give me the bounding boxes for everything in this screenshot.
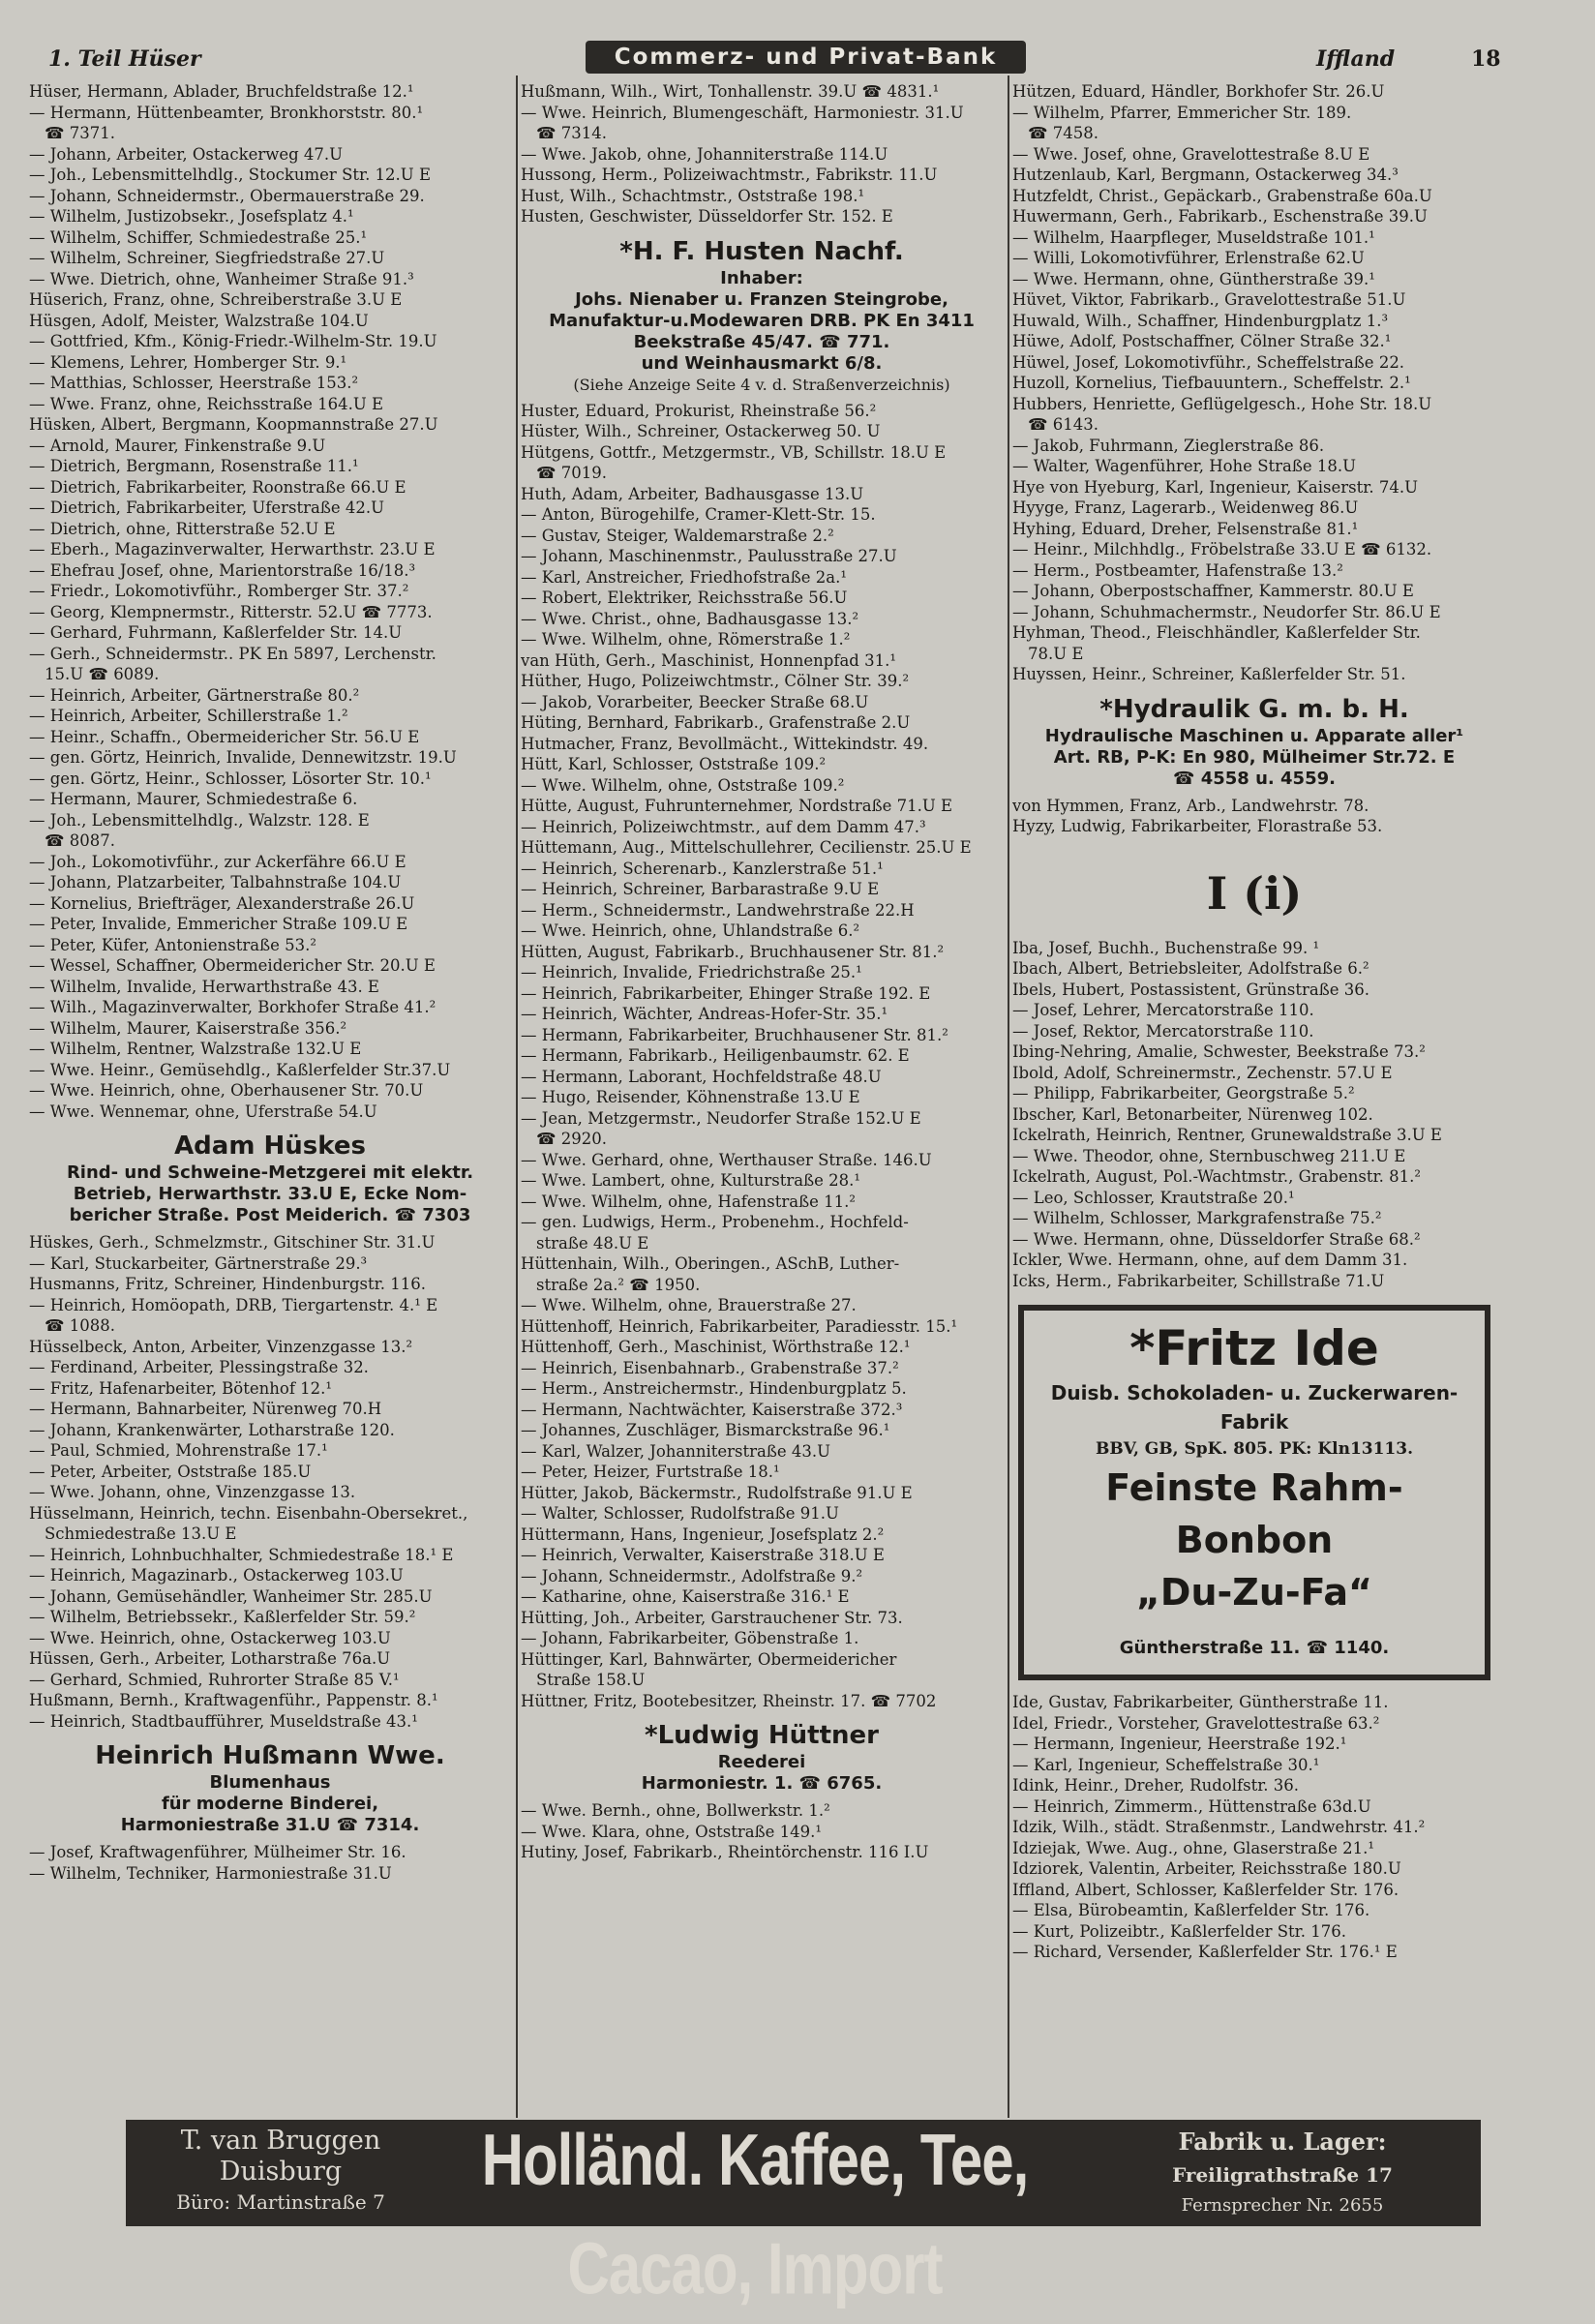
- directory-entry: Hyzy, Ludwig, Fabrikarbeiter, Florastraße 53.: [1012, 817, 1383, 835]
- directory-entry: Ibels, Hubert, Postassistent, Grünstraße 36.: [1012, 980, 1369, 999]
- ad-adam-hueskes: [29, 1130, 511, 1226]
- directory-entry: Ibold, Adolf, Schreinermstr., Zechenstr. 57.U E: [1012, 1063, 1393, 1082]
- directory-entry: — Jean, Metzgermstr., Neudorfer Straße 152.U E: [521, 1108, 921, 1128]
- directory-entry: Hüser, Hermann, Ablader, Bruchfeldstraße 12.¹: [29, 82, 414, 101]
- footer-company-office: Büro: Martinstraße 7: [176, 2190, 385, 2214]
- directory-entry: — Heinr., Milchhdlg., Fröbelstraße 33.U E ☎ 6132.: [1012, 540, 1432, 558]
- directory-entry: Ickelrath, Heinrich, Rentner, Grunewaldstraße 3.U E: [1012, 1126, 1442, 1144]
- directory-entry: — Eberh., Magazinverwalter, Herwarthstr. 23.U E: [29, 540, 436, 558]
- directory-entry: — Johann, Krankenwärter, Lotharstraße 120.: [29, 1420, 395, 1439]
- directory-entry: Hußmann, Bernh., Kraftwagenführ., Pappenstr. 8.¹: [29, 1691, 438, 1709]
- directory-entry: — gen. Görtz, Heinr., Schlosser, Lösorter Str. 10.¹: [29, 769, 432, 788]
- directory-entry: — Wwe. Jakob, ohne, Johanniterstraße 114.U: [521, 144, 888, 164]
- directory-entry: — Wwe. Wilhelm, ohne, Brauerstraße 27.: [521, 1296, 857, 1314]
- ad-line: Harmoniestr. 1. ☎ 6765.: [641, 1773, 883, 1794]
- directory-entry: — Hermann, Maurer, Schmiedestraße 6.: [29, 790, 358, 808]
- directory-entry: Hyhman, Theod., Fleischhändler, Kaßlerfelder Str.: [1012, 623, 1421, 642]
- directory-entry: Hüvet, Viktor, Fabrikarb., Gravelottestraße 51.U: [1012, 290, 1406, 309]
- ad-ludwig-huettner: [521, 1719, 1003, 1795]
- page-header: [39, 39, 1558, 77]
- column-divider: [1008, 75, 1009, 2118]
- directory-entry: — Gerhard, Fuhrmann, Kaßlerfelder Str. 14.U: [29, 623, 403, 642]
- directory-entry: Husmanns, Fritz, Schreiner, Hindenburgstr. 116.: [29, 1275, 426, 1293]
- directory-entry: Hutzfeldt, Christ., Gepäckarb., Grabenstraße 60a.U: [1012, 186, 1432, 205]
- directory-entry: Ibscher, Karl, Betonarbeiter, Nürenweg 102.: [1012, 1104, 1373, 1124]
- directory-entry: — Hermann, Laborant, Hochfeldstraße 48.U: [521, 1067, 882, 1086]
- directory-entry: — Johann, Maschinenmstr., Paulusstraße 27.U: [521, 547, 897, 565]
- directory-entry: Ibach, Albert, Betriebsleiter, Adolfstraße 6.²: [1012, 959, 1369, 978]
- directory-entry: Idziejak, Wwe. Aug., ohne, Glaserstraße 21.¹: [1012, 1838, 1374, 1857]
- directory-entry: ☎ 7371.: [45, 124, 116, 142]
- directory-entry: Hutmacher, Franz, Bevollmächt., Wittekindstr. 49.: [521, 734, 929, 753]
- ad-line: bericher Straße. Post Meiderich. ☎ 7303: [69, 1205, 471, 1225]
- directory-entry: — Paul, Schmied, Mohrenstraße 17.¹: [29, 1441, 328, 1460]
- directory-entry: — Heinrich, Lohnbuchhalter, Schmiedestraße 18.¹ E: [29, 1545, 454, 1564]
- header-last-entry: Iffland: [1316, 46, 1396, 72]
- ad-line: Rind- und Schweine-Metzgerei mit elektr.: [66, 1162, 474, 1183]
- directory-entry: — Heinrich, Zimmerm., Hüttenstraße 63d.U: [1012, 1796, 1371, 1816]
- directory-entry: — Johann, Schneidermstr., Adolfstraße 9.²: [521, 1566, 863, 1585]
- directory-entry: — Wwe. Franz, ohne, Reichsstraße 164.U E: [29, 394, 384, 413]
- directory-entry: Hüster, Wilh., Schreiner, Ostackerweg 50. U: [521, 422, 881, 440]
- directory-entry: — Wilhelm, Maurer, Kaiserstraße 356.²: [29, 1018, 347, 1038]
- directory-entry: — Heinrich, Verwalter, Kaiserstraße 318.U E: [521, 1546, 885, 1564]
- ad-line: Reederei: [717, 1752, 806, 1772]
- directory-entry: Hüttenhoff, Gerh., Maschinist, Wörthstraße 12.¹: [521, 1338, 911, 1356]
- directory-entry: — Heinrich, Wächter, Andreas-Hofer-Str. 35.¹: [521, 1005, 888, 1023]
- directory-entry: 78.U E: [1028, 644, 1084, 663]
- column-divider: [516, 75, 518, 2118]
- directory-entry: — Gustav, Steiger, Waldemarstraße 2.²: [521, 526, 834, 545]
- directory-entry: Straße 158.U: [536, 1671, 646, 1689]
- ad-husten-nachf: [521, 235, 1003, 395]
- directory-entry: — Klemens, Lehrer, Homberger Str. 9.¹: [29, 352, 347, 372]
- directory-entry: Hüttenhoff, Heinrich, Fabrikarbeiter, Paradiesstr. 15.¹: [521, 1316, 958, 1336]
- directory-entry: van Hüth, Gerh., Maschinist, Honnenpfad 31.¹: [521, 650, 896, 670]
- directory-entry: — Wilhelm, Haarpfleger, Museldstraße 101.¹: [1012, 227, 1375, 247]
- directory-entry: — Friedr., Lokomotivführ., Romberger Str. 37.²: [29, 582, 409, 600]
- directory-entry: Idel, Friedr., Vorsteher, Gravelottestraße 63.²: [1012, 1713, 1380, 1733]
- directory-entry: — Walter, Schlosser, Rudolfstraße 91.U: [521, 1504, 839, 1523]
- directory-entry: Hütgens, Gottfr., Metzgermstr., VB, Schillstr. 18.U E: [521, 442, 947, 462]
- directory-entry: — Johann, Platzarbeiter, Talbahnstraße 104.U: [29, 873, 402, 891]
- directory-entry: — Peter, Arbeiter, Oststraße 185.U: [29, 1462, 312, 1481]
- directory-entry: — Johann, Gemüsehändler, Wanheimer Str. 285.U: [29, 1586, 433, 1606]
- directory-entry: Hüsselmann, Heinrich, techn. Eisenbahn-Obersekret.,: [29, 1503, 468, 1523]
- directory-entry: Huzoll, Kornelius, Tiefbauuntern., Scheffelstr. 2.¹: [1012, 374, 1411, 392]
- directory-entry: — Josef, Rektor, Mercatorstraße 110.: [1012, 1021, 1314, 1041]
- directory-entry: Hütt, Karl, Schlosser, Oststraße 109.²: [521, 755, 827, 773]
- directory-entry: — Walter, Wagenführer, Hohe Straße 18.U: [1012, 457, 1357, 475]
- directory-entry: — Hermann, Fabrikarb., Heiligenbaumstr. 62. E: [521, 1046, 910, 1065]
- ad-line: Manufaktur-u.Modewaren DRB. PK En 3411: [549, 310, 975, 331]
- directory-entry: — Katharine, ohne, Kaiserstraße 316.¹ E: [521, 1587, 850, 1606]
- directory-entry: — Herm., Schneidermstr., Landwehrstraße 22.H: [521, 900, 915, 920]
- directory-entry: — Wwe. Hermann, ohne, Güntherstraße 39.¹: [1012, 269, 1375, 288]
- directory-entry: — Matthias, Schlosser, Heerstraße 153.²: [29, 374, 359, 392]
- directory-entry: — Johannes, Zuschläger, Bismarckstraße 96.¹: [521, 1421, 890, 1439]
- directory-entry: Hüttinger, Karl, Bahnwärter, Obermeidericher: [521, 1649, 897, 1669]
- footer-slogan: Holländ. Kaffee, Tee, Cacao, Import: [481, 2119, 1029, 2309]
- directory-entry: Ickelrath, August, Pol.-Wachtmstr., Grabenstr. 81.²: [1012, 1167, 1421, 1186]
- directory-entry: Huster, Eduard, Prokurist, Rheinstraße 56.²: [521, 401, 877, 420]
- directory-entry: — Elsa, Bürobeamtin, Kaßlerfelder Str. 176.: [1012, 1901, 1370, 1919]
- directory-entry: — gen. Ludwigs, Herm., Probenehm., Hochfeld-: [521, 1213, 909, 1231]
- directory-entry: ☎ 2920.: [536, 1130, 608, 1148]
- directory-entry: — Heinrich, Eisenbahnarb., Grabenstraße 37.²: [521, 1358, 899, 1377]
- directory-entry: Idink, Heinr., Dreher, Rudolfstr. 36.: [1012, 1776, 1300, 1795]
- ad-title: *Fritz Ide: [1129, 1320, 1379, 1376]
- ad-line: Betrieb, Herwarthstr. 33.U E, Ecke Nom-: [73, 1184, 467, 1204]
- directory-entry: ☎ 8087.: [45, 831, 116, 850]
- directory-entry: — Joh., Lokomotivführ., zur Ackerfähre 66.U E: [29, 852, 406, 871]
- directory-entry: — Josef, Lehrer, Mercatorstraße 110.: [1012, 1001, 1314, 1019]
- directory-entry: — Wilhelm, Techniker, Harmoniestraße 31.U: [29, 1863, 392, 1883]
- ad-line: Harmoniestraße 31.U ☎ 7314.: [120, 1815, 420, 1835]
- directory-entry: — Wwe. Heinrich, ohne, Oberhausener Str. 70.U: [29, 1081, 424, 1100]
- directory-entry: ☎ 7314.: [536, 124, 608, 142]
- ad-brand: „Du-Zu-Fa“: [1135, 1571, 1373, 1614]
- directory-entry: — Wilhelm, Schreiner, Siegfriedstraße 27.U: [29, 249, 385, 267]
- ad-line: Duisb. Schokoladen- u. Zuckerwaren-Fabrik: [1050, 1381, 1459, 1434]
- directory-entry: — Peter, Heizer, Furtstraße 18.¹: [521, 1463, 780, 1481]
- directory-entry: Hüttner, Fritz, Bootebesitzer, Rheinstr. 17. ☎ 7702: [521, 1691, 937, 1710]
- footer-factory: [1094, 2126, 1471, 2220]
- directory-entry: — Wilhelm, Invalide, Herwarthstraße 43. E: [29, 977, 379, 996]
- directory-entry: Hutzenlaub, Karl, Bergmann, Ostackerweg 34.³: [1012, 166, 1399, 184]
- directory-entry: Hüttenhain, Wilh., Oberingen., ASchB, Luther-: [521, 1254, 900, 1273]
- column-2: [521, 81, 1003, 2114]
- directory-entry: — Wwe. Wennemar, ohne, Uferstraße 54.U: [29, 1102, 377, 1121]
- directory-entry: — Willi, Lokomotivführer, Erlenstraße 62.U: [1012, 249, 1365, 267]
- ad-title: *Hydraulik G. m. b. H.: [1099, 694, 1409, 724]
- directory-entry: — Gerh., Schneidermstr.. PK En 5897, Lerchenstr.: [29, 644, 436, 663]
- ad-fritz-ide: [1018, 1305, 1490, 1680]
- directory-entry: Idziorek, Valentin, Arbeiter, Reichsstraße 180.U: [1012, 1859, 1401, 1878]
- directory-entry: — Dietrich, Fabrikarbeiter, Uferstraße 42.U: [29, 498, 385, 517]
- directory-entry: Huyssen, Heinr., Schreiner, Kaßlerfelder Str. 51.: [1012, 665, 1406, 683]
- directory-entry: — Heinrich, Polizeiwchtmstr., auf dem Damm 47.³: [521, 817, 926, 836]
- directory-entry: — Philipp, Fabrikarbeiter, Georgstraße 5.²: [1012, 1084, 1355, 1102]
- directory-entry: — Wilhelm, Schlosser, Markgrafenstraße 75.²: [1012, 1209, 1382, 1227]
- directory-entry: — Kornelius, Briefträger, Alexanderstraße 26.U: [29, 893, 415, 913]
- directory-entry: Hust, Wilh., Schachtmstr., Oststraße 198.¹: [521, 186, 865, 205]
- directory-entry: — Wwe. Theodor, ohne, Sternbuschweg 211.U E: [1012, 1146, 1406, 1165]
- column-3: [1012, 81, 1496, 2114]
- directory-entry: Hüther, Hugo, Polizeiwchtmstr., Cölner Str. 39.²: [521, 672, 910, 690]
- directory-entry: — Wwe. Bernh., ohne, Bollwerkstr. 1.²: [521, 1801, 830, 1820]
- directory-entry: Hüssen, Gerh., Arbeiter, Lotharstraße 76a.U: [29, 1649, 391, 1668]
- directory-entry: — Dietrich, Bergmann, Rosenstraße 11.¹: [29, 457, 359, 475]
- directory-entry: — Wwe. Heinrich, Blumengeschäft, Harmoniestr. 31.U: [521, 103, 964, 122]
- directory-entry: — Karl, Anstreicher, Friedhofstraße 2a.¹: [521, 567, 847, 587]
- directory-entry: — Wwe. Hermann, ohne, Düsseldorfer Straße 68.²: [1012, 1229, 1421, 1249]
- directory-entry: — Johann, Fabrikarbeiter, Göbenstraße 1.: [521, 1629, 859, 1647]
- directory-entry: Hüsken, Albert, Bergmann, Koopmannstraße 27.U: [29, 415, 438, 434]
- directory-entry: — Fritz, Hafenarbeiter, Bötenhof 12.¹: [29, 1378, 333, 1398]
- directory-entry: — Heinrich, Stadtbaufführer, Museldstraße 43.¹: [29, 1711, 418, 1731]
- ad-hydraulik: [1012, 693, 1496, 790]
- directory-entry: Schmiedestraße 13.U E: [45, 1524, 237, 1543]
- directory-entry: Hüttemann, Aug., Mittelschullehrer, Cecilienstr. 25.U E: [521, 838, 972, 857]
- directory-entry: Ide, Gustav, Fabrikarbeiter, Güntherstraße 11.: [1012, 1693, 1389, 1711]
- directory-entry: — Ehefrau Josef, ohne, Marientorstraße 16/18.³: [29, 560, 416, 580]
- ad-note: (Siehe Anzeige Seite 4 v. d. Straßenverzeichnis): [573, 375, 950, 394]
- directory-entry: — Hermann, Hüttenbeamter, Bronkhorststr. 80.¹: [29, 103, 424, 122]
- directory-entry: Hyhing, Eduard, Dreher, Felsenstraße 81.¹: [1012, 519, 1359, 538]
- directory-entry: — Joh., Lebensmittelhdlg., Stockumer Str. 12.U E: [29, 166, 431, 184]
- directory-entry: ☎ 7019.: [536, 464, 608, 482]
- directory-entry: Hüsgen, Adolf, Meister, Walzstraße 104.U: [29, 311, 369, 330]
- header-section-label: 1. Teil Hüser: [48, 46, 201, 72]
- directory-entry: straße 48.U E: [536, 1233, 649, 1253]
- directory-entry: — Dietrich, ohne, Ritterstraße 52.U E: [29, 519, 336, 538]
- directory-entry: — Josef, Kraftwagenführer, Mülheimer Str. 16.: [29, 1843, 406, 1861]
- ad-line: Hydraulische Maschinen u. Apparate aller¹: [1044, 725, 1464, 746]
- directory-entry: — Arnold, Maurer, Finkenstraße 9.U: [29, 436, 326, 455]
- directory-entry: — Hermann, Nachtwächter, Kaiserstraße 372.³: [521, 1400, 903, 1419]
- directory-entry: Hyyge, Franz, Lagerarb., Weidenweg 86.U: [1012, 498, 1359, 517]
- directory-entry: — Wwe. Wilhelm, ohne, Oststraße 109.²: [521, 775, 845, 795]
- directory-entry: Iba, Josef, Buchh., Buchenstraße 99. ¹: [1012, 938, 1320, 957]
- directory-entry: — Wessel, Schaffner, Obermeidericher Str. 20.U E: [29, 956, 436, 975]
- directory-entry: — Johann, Arbeiter, Ostackerweg 47.U: [29, 144, 344, 164]
- ad-line: Art. RB, P-K: En 980, Mülheimer Str.72. E: [1053, 746, 1456, 768]
- directory-entry: Ibing-Nehring, Amalie, Schwester, Beekstraße 73.²: [1012, 1042, 1426, 1061]
- directory-entry: — Heinrich, Scherenarb., Kanzlerstraße 51.¹: [521, 859, 884, 878]
- directory-entry: — Wilhelm, Justizobsekr., Josefsplatz 4.¹: [29, 207, 354, 226]
- ad-address: Güntherstraße 11. ☎ 1140.: [1119, 1638, 1390, 1658]
- directory-entry: — Wwe. Christ., ohne, Badhausgasse 13.²: [521, 609, 859, 628]
- page-number: 18: [1471, 46, 1501, 72]
- directory-entry: von Hymmen, Franz, Arb., Landwehrstr. 78.: [1012, 796, 1369, 815]
- section-letter-heading: I (i): [1206, 866, 1303, 920]
- footer-ad-banner: [126, 2119, 1481, 2309]
- ad-line: BBV, GB, SpK. 805. PK: Kln13113.: [1095, 1439, 1414, 1459]
- directory-entry: — Ferdinand, Arbeiter, Plessingstraße 32.: [29, 1358, 369, 1376]
- directory-entry: — Wilhelm, Rentner, Walzstraße 132.U E: [29, 1040, 362, 1058]
- directory-entry: — Kurt, Polizeibtr., Kaßlerfelder Str. 176.: [1012, 1921, 1346, 1941]
- directory-entry: — Heinrich, Fabrikarbeiter, Ehinger Straße 192. E: [521, 983, 931, 1003]
- directory-entry: ☎ 7458.: [1028, 124, 1099, 142]
- ad-line: Inhaber:: [720, 267, 803, 288]
- directory-entry: Hüttermann, Hans, Ingenieur, Josefsplatz 2.²: [521, 1524, 885, 1544]
- directory-entry: Hüsselbeck, Anton, Arbeiter, Vinzenzgasse 13.²: [29, 1337, 413, 1356]
- ad-title: Heinrich Hußmann Wwe.: [95, 1741, 445, 1770]
- directory-entry: Iffland, Albert, Schlosser, Kaßlerfelder Str. 176.: [1012, 1880, 1399, 1899]
- directory-entry: Idzik, Wilh., städt. Straßenmstr., Landwehrstr. 41.²: [1012, 1818, 1426, 1836]
- directory-entry: — Wwe. Heinrich, ohne, Uhlandstraße 6.²: [521, 921, 860, 940]
- directory-entry: Hüting, Bernhard, Fabrikarb., Grafenstraße 2.U: [521, 713, 911, 732]
- directory-entry: — Leo, Schlosser, Krautstraße 20.¹: [1012, 1188, 1295, 1207]
- directory-entry: — Hermann, Ingenieur, Heerstraße 192.¹: [1012, 1735, 1347, 1753]
- directory-entry: — Heinrich, Schreiner, Barbarastraße 9.U E: [521, 880, 880, 898]
- directory-entry: Ickler, Wwe. Hermann, ohne, auf dem Damm 31.: [1012, 1251, 1408, 1269]
- footer-company-city: Duisburg: [219, 2157, 343, 2187]
- directory-entry: — Dietrich, Fabrikarbeiter, Roonstraße 66.U E: [29, 477, 406, 497]
- directory-entry: straße 2a.² ☎ 1950.: [536, 1275, 701, 1294]
- directory-entry: Hütte, August, Fuhrunternehmer, Nordstraße 71.U E: [521, 797, 953, 815]
- directory-entry: — Joh., Lebensmittelhdlg., Walzstr. 128. E: [29, 810, 370, 830]
- ad-title: Adam Hüskes: [174, 1132, 366, 1161]
- directory-entry: — Heinrich, Arbeiter, Gärtnerstraße 80.²: [29, 685, 360, 705]
- directory-entry: — Hugo, Reisender, Köhnenstraße 13.U E: [521, 1088, 860, 1106]
- directory-entry: — Heinrich, Magazinarb., Ostackerweg 103.U: [29, 1566, 404, 1585]
- directory-entry: — Karl, Ingenieur, Scheffelstraße 30.¹: [1012, 1755, 1320, 1774]
- ad-line: Johs. Nienaber u. Franzen Steingrobe,: [575, 288, 948, 310]
- directory-entry: Huwald, Wilh., Schaffner, Hindenburgplatz 1.³: [1012, 311, 1389, 330]
- directory-entry: — Heinrich, Arbeiter, Schillerstraße 1.²: [29, 707, 348, 725]
- directory-entry: — Hermann, Bahnarbeiter, Nürenweg 70.H: [29, 1400, 382, 1418]
- footer-company-name: T. van Bruggen: [180, 2126, 381, 2156]
- directory-entry: — Wilh., Magazinverwalter, Borkhofer Straße 41.²: [29, 998, 436, 1016]
- header-bank-banner: Commerz- und Privat-Bank: [586, 41, 1026, 74]
- directory-entry: — Gottfried, Kfm., König-Friedr.-Wilhelm-Str. 19.U: [29, 332, 437, 350]
- directory-entry: — Peter, Invalide, Emmericher Straße 109.U E: [29, 915, 408, 933]
- directory-entry: — Heinrich, Invalide, Friedrichstraße 25.¹: [521, 963, 862, 981]
- directory-entry: Icks, Herm., Fabrikarbeiter, Schillstraße 71.U: [1012, 1271, 1385, 1290]
- ad-line: Blumenhaus: [209, 1772, 331, 1793]
- directory-entry: Hüwel, Josef, Lokomotivführ., Scheffelstraße 22.: [1012, 352, 1405, 372]
- directory-entry: — Peter, Küfer, Antonienstraße 53.²: [29, 935, 316, 954]
- directory-entry: Huwermann, Gerh., Fabrikarb., Eschenstraße 39.U: [1012, 207, 1428, 226]
- directory-entry: — Karl, Walzer, Johanniterstraße 43.U: [521, 1441, 831, 1461]
- directory-entry: Hüwe, Adolf, Postschaffner, Cölner Straße 32.¹: [1012, 332, 1392, 350]
- directory-entry: Hussong, Herm., Polizeiwachtmstr., Fabrikstr. 11.U: [521, 166, 938, 184]
- directory-entry: ☎ 6143.: [1028, 415, 1099, 434]
- directory-entry: — Herm., Postbeamter, Hafenstraße 13.²: [1012, 560, 1343, 580]
- directory-entry: — Johann, Schneidermstr., Obermauerstraße 29.: [29, 186, 425, 205]
- directory-entry: — Wwe. Johann, ohne, Vinzenzgasse 13.: [29, 1483, 356, 1501]
- directory-entry: — Robert, Elektriker, Reichsstraße 56.U: [521, 589, 848, 607]
- directory-entry: — Wwe. Heinr., Gemüsehdlg., Kaßlerfelder Str.37.U: [29, 1060, 451, 1079]
- ad-line: für moderne Binderei,: [161, 1794, 379, 1814]
- directory-entry: — Johann, Schuhmachermstr., Neudorfer Str. 86.U E: [1012, 602, 1441, 621]
- ad-slogan: Feinste Rahm-Bonbon: [1105, 1466, 1403, 1561]
- directory-entry: Hutiny, Josef, Fabrikarb., Rheintörchenstr. 116 I.U: [521, 1843, 929, 1861]
- directory-entry: — Wwe. Heinrich, ohne, Ostackerweg 103.U: [29, 1628, 391, 1647]
- ad-heinrich-hussmann: [29, 1739, 511, 1836]
- directory-entry: — Jakob, Fuhrmann, Zieglerstraße 86.: [1012, 436, 1325, 455]
- directory-entry: — Wwe. Gerhard, ohne, Werthauser Straße. 146.U: [521, 1150, 932, 1169]
- directory-entry: ☎ 1088.: [45, 1316, 116, 1335]
- directory-entry: — Wwe. Wilhelm, ohne, Hafenstraße 11.²: [521, 1192, 856, 1211]
- ad-title: *Ludwig Hüttner: [645, 1721, 879, 1750]
- directory-entry: — Richard, Versender, Kaßlerfelder Str. 176.¹ E: [1012, 1943, 1398, 1961]
- directory-entry: Hye von Hyeburg, Karl, Ingenieur, Kaiserstr. 74.U: [1012, 477, 1418, 497]
- footer-company: [135, 2126, 426, 2217]
- ad-line: Beekstraße 45/47. ☎ 771.: [633, 331, 890, 352]
- directory-entry: — Wwe. Lambert, ohne, Kulturstraße 28.¹: [521, 1171, 861, 1190]
- directory-entry: Hütting, Joh., Arbeiter, Garstrauchener Str. 73.: [521, 1608, 903, 1627]
- directory-entry: — Hermann, Fabrikarbeiter, Bruchhausener Str. 81.²: [521, 1025, 948, 1044]
- directory-entry: — Georg, Klempnermstr., Ritterstr. 52.U ☎ 7773.: [29, 602, 433, 621]
- directory-entry: — Gerhard, Schmied, Ruhrorter Straße 85 V.¹: [29, 1670, 400, 1689]
- directory-entry: Husten, Geschwister, Düsseldorfer Str. 152. E: [521, 207, 893, 226]
- directory-entry: — Karl, Stuckarbeiter, Gärtnerstraße 29.³: [29, 1253, 368, 1273]
- ad-title: *H. F. Husten Nachf.: [619, 236, 904, 266]
- directory-entry: — Heinr., Schaffn., Obermeidericher Str. 56.U E: [29, 727, 420, 746]
- directory-entry: — Wilhelm, Betriebssekr., Kaßlerfelder Str. 59.²: [29, 1608, 416, 1626]
- directory-entry: — gen. Görtz, Heinrich, Invalide, Dennewitzstr. 19.U: [29, 748, 457, 767]
- directory-entry: — Johann, Oberpostschaffner, Kammerstr. 80.U E: [1012, 582, 1414, 600]
- directory-entry: Hüserich, Franz, ohne, Schreiberstraße 3.U E: [29, 290, 403, 309]
- directory-entry: — Wwe. Dietrich, ohne, Wanheimer Straße 91.³: [29, 269, 414, 288]
- ad-line: und Weinhausmarkt 6/8.: [641, 352, 883, 374]
- footer-factory-address: Freiligrathstraße 17: [1172, 2163, 1393, 2187]
- directory-entry: Hüskes, Gerh., Schmelzmstr., Gitschiner Str. 31.U: [29, 1233, 436, 1252]
- footer-phone: Fernsprecher Nr. 2655: [1181, 2195, 1384, 2216]
- directory-entry: — Wilhelm, Pfarrer, Emmericher Str. 189.: [1012, 103, 1352, 122]
- directory-entry: — Heinrich, Homöopath, DRB, Tiergartenstr. 4.¹ E: [29, 1295, 438, 1314]
- directory-entry: Hußmann, Wilh., Wirt, Tonhallenstr. 39.U ☎ 4831.¹: [521, 82, 940, 101]
- directory-entry: Hütter, Jakob, Bäckermstr., Rudolfstraße 91.U E: [521, 1483, 913, 1502]
- ad-line: ☎ 4558 u. 4559.: [1173, 768, 1336, 789]
- directory-entry: Huth, Adam, Arbeiter, Badhausgasse 13.U: [521, 484, 864, 503]
- directory-entry: 15.U ☎ 6089.: [45, 665, 160, 683]
- directory-entry: Hubbers, Henriette, Geflügelgesch., Hohe Str. 18.U: [1012, 394, 1432, 413]
- directory-entry: — Wilhelm, Schiffer, Schmiedestraße 25.¹: [29, 227, 368, 247]
- directory-entry: Hützen, Eduard, Händler, Borkhofer Str. 26.U: [1012, 82, 1385, 101]
- directory-entry: — Wwe. Wilhelm, ohne, Römerstraße 1.²: [521, 630, 851, 649]
- directory-entry: — Jakob, Vorarbeiter, Beecker Straße 68.U: [521, 692, 869, 711]
- directory-entry: — Wwe. Josef, ohne, Gravelottestraße 8.U E: [1012, 144, 1370, 164]
- column-1: [29, 81, 511, 2114]
- directory-entry: Hütten, August, Fabrikarb., Bruchhausener Str. 81.²: [521, 942, 945, 961]
- directory-entry: — Anton, Bürogehilfe, Cramer-Klett-Str. 15.: [521, 505, 876, 524]
- footer-factory-label: Fabrik u. Lager:: [1178, 2128, 1387, 2156]
- directory-entry: — Wwe. Klara, ohne, Oststraße 149.¹: [521, 1822, 823, 1841]
- directory-entry: — Herm., Anstreichermstr., Hindenburgplatz 5.: [521, 1379, 907, 1398]
